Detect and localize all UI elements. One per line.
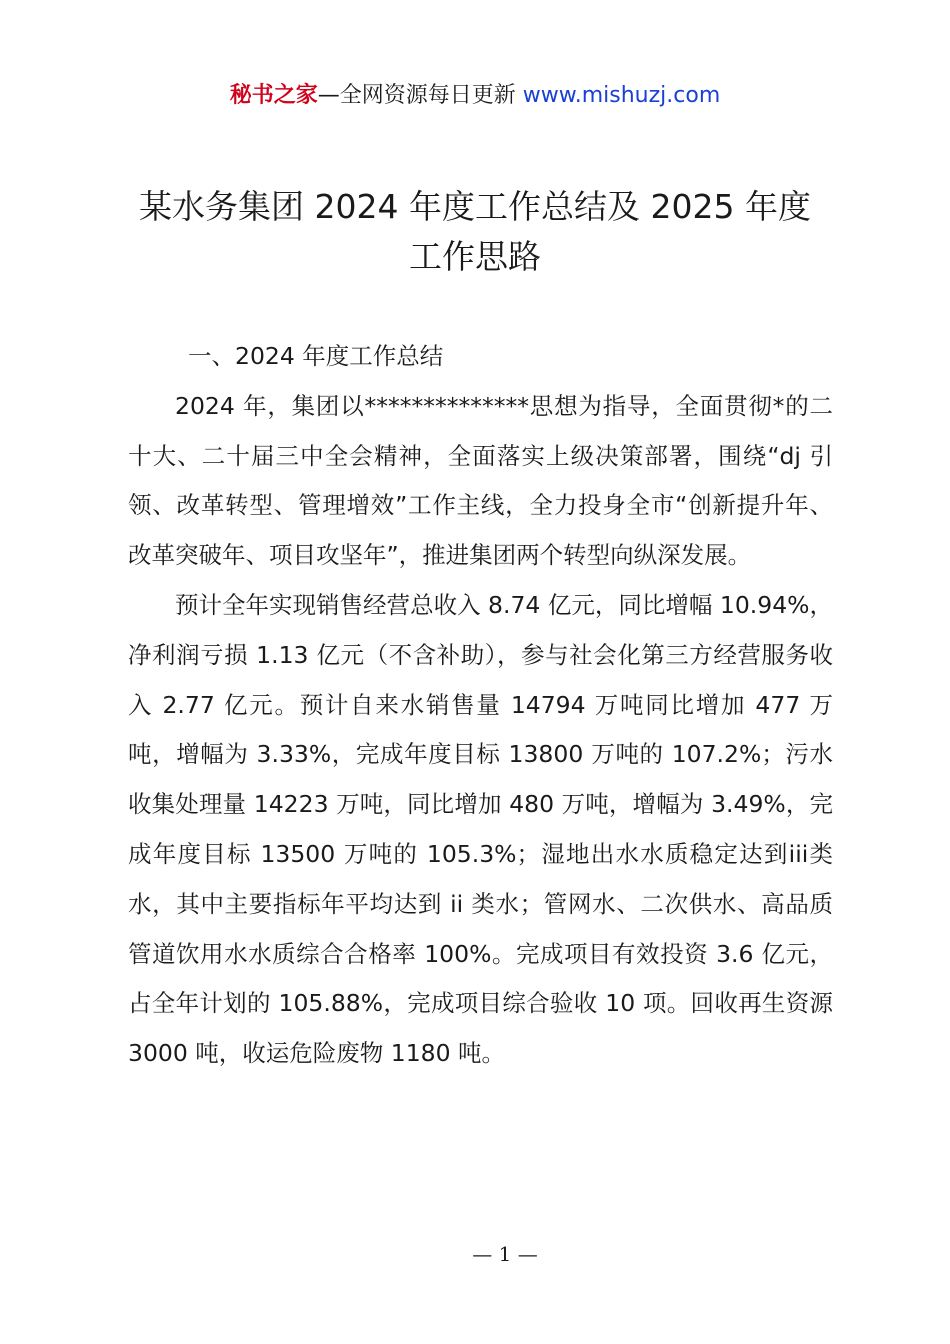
banner-tagline: —全网资源每日更新 — [317, 83, 516, 108]
site-banner — [0, 80, 950, 112]
site-url-link[interactable]: www.mishuzj.com — [522, 83, 721, 108]
brand-name: 秘书之家 — [229, 83, 318, 108]
paragraph-1: 2024 年，集团以**************思想为指导，全面贯彻*的二十大、二十届三中全会精神，全面落实上级决策部署，围绕“dj 引领、改革转型、管理增效”工作主线，全力投身全市“创新提升年、改革突破年、项目攻坚年”，推进集团两个转型向纵深发展。 — [128, 391, 833, 570]
title-line-2: 工作思路 — [409, 237, 541, 276]
paragraph-2: 预计全年实现销售经营总收入 8.74 亿元，同比增幅 10.94%，净利润亏损 1.13 亿元（不含补助），参与社会化第三方经营服务收入 2.77 亿元。预计自来水销售量 14794 万吨同比增加 477 万吨，增幅为 3.33%，完成年度目标 13800 万吨的 107.2%；污水收集处理量 14223 万吨，同比增加 480 万吨，增幅为 3.49%，完成年度目标 13500 万吨的 105.3%；湿地出水水质稳定达到iii类水，其中主要指标年平均达到 ii 类水；管网水、二次供水、高品质管道饮用水水质综合合格率 100%。完成项目有效投资 3.6 亿元，占全年计划的 105.88%，完成项目综合验收 10 项。回收再生资源 3000 吨，收运危险废物 1180 吨。 — [128, 590, 833, 1068]
document-title — [60, 182, 890, 282]
section-heading: 一、2024 年度工作总结 — [188, 342, 444, 370]
page-number: — 1 — — [472, 1242, 538, 1266]
title-line-1: 某水务集团 2024 年度工作总结及 2025 年度 — [139, 187, 811, 226]
document-body — [128, 332, 833, 1079]
